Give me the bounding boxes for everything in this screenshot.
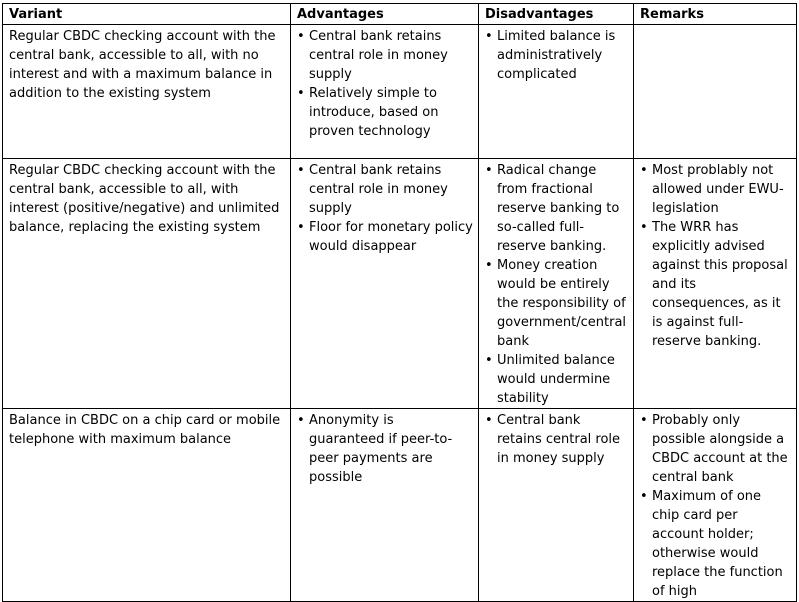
remarks-list bbox=[640, 161, 791, 351]
list-item: • Relatively simple to introduce, based on proven technology bbox=[297, 84, 473, 141]
list-item: • Probably only possible alongside a CBDC account at the central bank bbox=[640, 411, 791, 487]
cbdc-variants-table bbox=[2, 3, 797, 602]
advantages-list bbox=[297, 411, 473, 487]
header-variant: Variant bbox=[3, 4, 291, 25]
table-row bbox=[3, 409, 797, 602]
remarks-cell bbox=[634, 159, 797, 409]
remarks-cell bbox=[634, 409, 797, 602]
list-item: • Maximum of one chip card per account holder; otherwise would replace the function of high bbox=[640, 487, 791, 601]
list-item: • Central bank retains central role in money supply bbox=[485, 411, 628, 468]
disadvantages-cell bbox=[479, 159, 634, 409]
list-item: • Limited balance is administratively complicated bbox=[485, 27, 628, 84]
list-item: • The WRR has explicitly advised against this proposal and its consequences, as it is against full-reserve banking. bbox=[640, 218, 791, 351]
advantages-cell bbox=[291, 159, 479, 409]
remarks-cell bbox=[634, 25, 797, 159]
list-item: • Most problably not allowed under EWU-legislation bbox=[640, 161, 791, 218]
header-row bbox=[3, 4, 797, 25]
disadvantages-cell bbox=[479, 25, 634, 159]
disadvantages-list bbox=[485, 27, 628, 84]
variant-cell: Regular CBDC checking account with the central bank, accessible to all, with interest (positive/negative) and unlimited balance, replacing the existing system bbox=[3, 159, 291, 409]
advantages-list bbox=[297, 27, 473, 141]
variant-cell: Balance in CBDC on a chip card or mobile telephone with maximum balance bbox=[3, 409, 291, 602]
header-advantages: Advantages bbox=[291, 4, 479, 25]
list-item: • Money creation would be entirely the responsibility of government/central bank bbox=[485, 256, 628, 351]
remarks-list bbox=[640, 411, 791, 601]
disadvantages-cell bbox=[479, 409, 634, 602]
table-row bbox=[3, 159, 797, 409]
list-item: • Unlimited balance would undermine stability bbox=[485, 351, 628, 408]
list-item: • Central bank retains central role in money supply bbox=[297, 161, 473, 218]
disadvantages-list bbox=[485, 411, 628, 468]
advantages-cell bbox=[291, 25, 479, 159]
variant-cell: Regular CBDC checking account with the central bank, accessible to all, with no interest and with a maximum balance in addition to the existing system bbox=[3, 25, 291, 159]
list-item: • Anonymity is guaranteed if peer-to-peer payments are possible bbox=[297, 411, 473, 487]
list-item: • Central bank retains central role in money supply bbox=[297, 27, 473, 84]
header-remarks: Remarks bbox=[634, 4, 797, 25]
table-row bbox=[3, 25, 797, 159]
list-item: • Floor for monetary policy would disappear bbox=[297, 218, 473, 256]
disadvantages-list bbox=[485, 161, 628, 408]
advantages-list bbox=[297, 161, 473, 256]
advantages-cell bbox=[291, 409, 479, 602]
list-item: • Radical change from fractional reserve banking to so-called full-reserve banking. bbox=[485, 161, 628, 256]
header-disadvantages: Disadvantages bbox=[479, 4, 634, 25]
